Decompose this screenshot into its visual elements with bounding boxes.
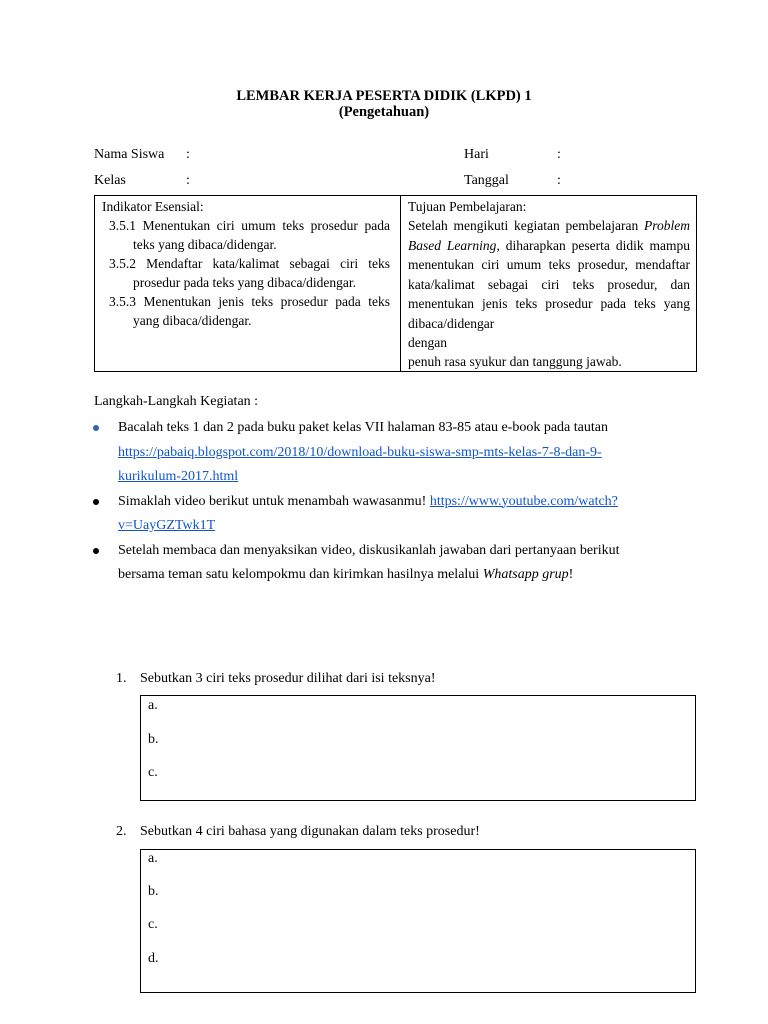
question-text: Sebutkan 3 ciri teks prosedur dilihat dari isi teksnya!	[140, 671, 436, 686]
indikator-item-3: 3.5.3 Menentukan jenis teks prosedur pada teks yang dibaca/didengar.	[109, 294, 390, 328]
page-subtitle: (Pengetahuan)	[338, 104, 430, 120]
answer-option-d: d.	[148, 951, 159, 966]
whatsapp-italic: Whatsapp grup	[482, 567, 569, 582]
bullet3-end: !	[568, 567, 574, 582]
nama-siswa-colon: :	[186, 147, 190, 162]
indikator-item-1: 3.5.1 Menentukan ciri umum teks prosedur pada teks yang dibaca/didengar.	[109, 218, 390, 252]
list-item	[93, 539, 653, 588]
answer-option-c: c.	[148, 917, 158, 932]
tujuan-text	[408, 216, 690, 333]
indikator-cell	[95, 196, 401, 372]
bullet1-text: Bacalah teks 1 dan 2 pada buku paket kelas VII halaman 83-85 atau e-book pada tautan	[118, 420, 608, 435]
indikator-heading: Indikator Esensial:	[102, 199, 204, 214]
answer-option-a: a.	[148, 698, 158, 713]
kelas-colon: :	[186, 173, 190, 188]
answer-option-b: b.	[148, 884, 159, 899]
langkah-list	[93, 416, 653, 588]
bullet3-text: Setelah membaca dan menyaksikan video, diskusikanlah jawaban dari pertanyaan berikut bersama teman satu kelompokmu dan kirimkan hasilnya melalui	[118, 542, 620, 582]
question-2	[116, 823, 480, 841]
answer-option-a: a.	[148, 851, 158, 866]
list-item	[93, 490, 653, 539]
bullet-icon	[93, 499, 99, 505]
indicator-objective-table	[94, 195, 697, 372]
hari-label: Hari	[464, 147, 489, 162]
hari-colon: :	[557, 147, 561, 162]
question-number: 1.	[116, 671, 127, 686]
tujuan-text-start: Setelah mengikuti kegiatan pembelajaran	[408, 218, 644, 233]
list-item	[93, 416, 653, 490]
tanggal-colon: :	[557, 173, 561, 188]
tujuan-last-line: penuh rasa syukur dan tanggung jawab.	[408, 354, 622, 369]
answer-box-2[interactable]	[140, 849, 696, 993]
question-text: Sebutkan 4 ciri bahasa yang digunakan dalam teks prosedur!	[140, 824, 480, 839]
bullet-icon	[93, 425, 99, 431]
tanggal-label: Tanggal	[464, 173, 509, 188]
tujuan-dengan: dengan	[408, 335, 447, 350]
youtube-link[interactable]: https://www.youtube.com/watch?v=UayGZTwk1T	[118, 493, 618, 533]
indikator-item-2: 3.5.2 Mendaftar kata/kalimat sebagai ciri teks prosedur pada teks yang dibaca/didengar.	[109, 256, 390, 290]
page-title: LEMBAR KERJA PESERTA DIDIK (LKPD) 1	[236, 88, 532, 104]
question-1	[116, 670, 436, 688]
tujuan-cell	[401, 196, 697, 372]
tujuan-model-italic: Problem Based Learning	[408, 218, 690, 253]
answer-option-c: c.	[148, 765, 158, 780]
tujuan-text-rest: , diharapkan peserta didik mampu menentukan ciri umum teks prosedur, mendaftar kata/kalimat sebagai ciri teks prosedur, dan menentukan jenis teks prosedur pada teks yang dibaca/didengar	[408, 237, 690, 331]
bullet2-text: Simaklah video berikut untuk menambah wawasanmu!	[118, 493, 430, 509]
nama-siswa-label: Nama Siswa	[94, 147, 165, 162]
question-number: 2.	[116, 824, 127, 839]
answer-option-b: b.	[148, 732, 159, 747]
answer-box-1[interactable]	[140, 695, 696, 801]
kelas-label: Kelas	[94, 173, 126, 188]
ebook-link-continued[interactable]: kurikulum-2017.html	[118, 469, 239, 484]
bullet-icon	[93, 548, 99, 554]
langkah-heading: Langkah-Langkah Kegiatan :	[94, 394, 259, 409]
ebook-link[interactable]: https://pabaiq.blogspot.com/2018/10/download-buku-siswa-smp-mts-kelas-7-8-dan-9-	[118, 444, 602, 460]
tujuan-heading: Tujuan Pembelajaran:	[408, 199, 527, 214]
